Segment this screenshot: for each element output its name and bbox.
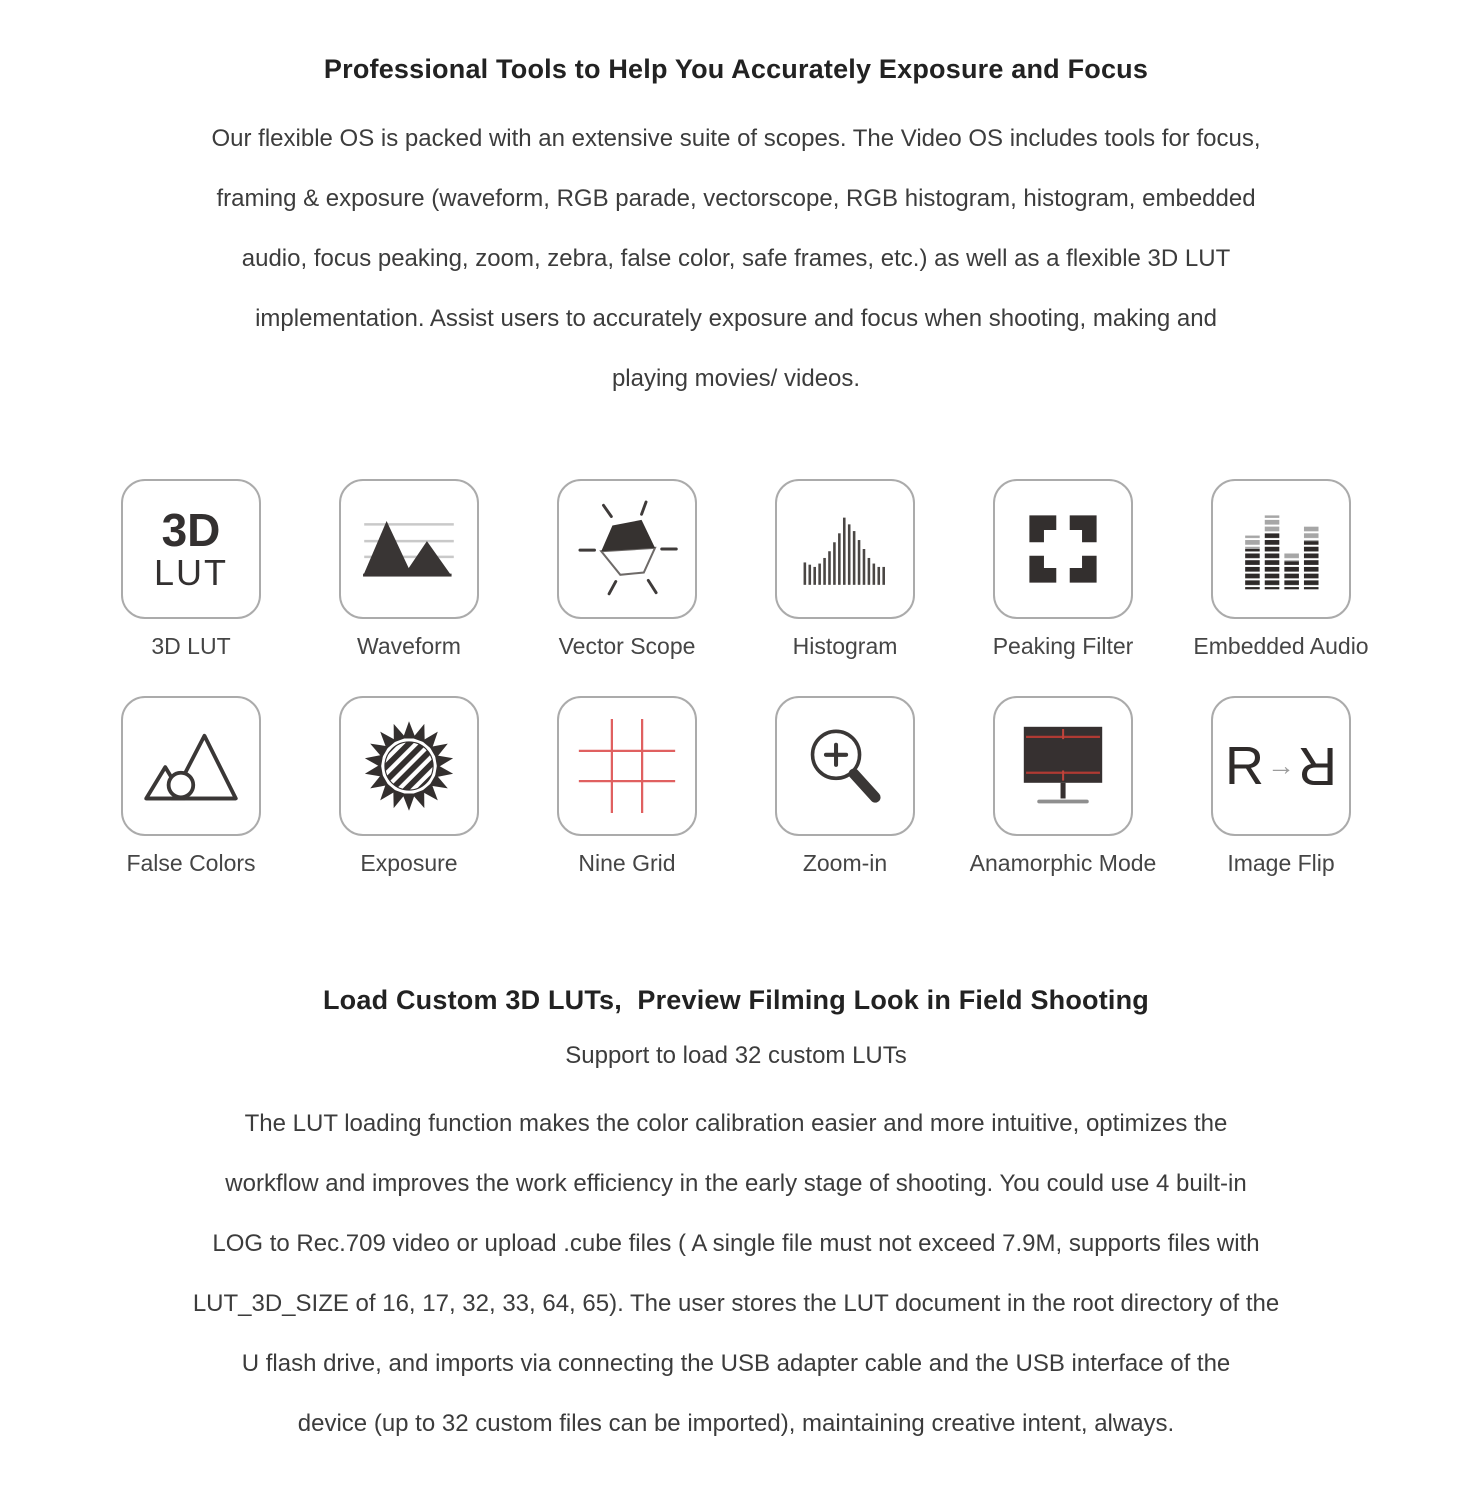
feature-label: Nine Grid [578,850,676,876]
paragraph-line: playing movies/ videos. [611,365,861,392]
paragraph-line: framing & exposure (waveform, RGB parade, vectorscope, RGB histogram, histogram, embedded [216,185,1256,212]
paragraph-line: device (up to 32 custom files can be imported), maintaining creative intent, always. [297,1410,1175,1437]
nine-grid-icon [557,696,697,836]
flip-letter-flipped: R [1298,736,1337,796]
paragraph-line: workflow and improves the work efficiency in the early stage of shooting. You could use 4 built-in [225,1170,1247,1197]
embedded-audio-icon [1211,479,1351,619]
image-flip-icon [1211,696,1351,836]
paragraph-line: The LUT loading function makes the color calibration easier and more intuitive, optimizes the [244,1110,1228,1137]
feature-item-anamorphic-mode [969,696,1157,877]
feature-item-false-colors [121,696,261,877]
flip-arrow: → [1267,750,1295,781]
zoom-in-icon [775,696,915,836]
feature-label: False Colors [126,850,256,876]
feature-label: Embedded Audio [1193,633,1369,659]
3d-lut-icon [121,479,261,619]
feature-item-nine-grid [557,696,697,877]
lut-paragraph [0,1094,1472,1454]
lut-section [0,985,1472,1454]
vector-scope-icon [557,479,697,619]
anamorphic-mode-icon [993,696,1133,836]
paragraph-line: LOG to Rec.709 video or upload .cube files ( A single file must not exceed 7.9M, supports files with [212,1230,1260,1257]
paragraph-line: LUT_3D_SIZE of 16, 17, 32, 33, 64, 65). The user stores the LUT document in the root directory of the [192,1290,1280,1317]
feature-icon-row-1 [0,479,1472,660]
paragraph-line: audio, focus peaking, zoom, zebra, false color, safe frames, etc.) as well as a flexible 3D LUT [241,245,1231,272]
waveform-icon [339,479,479,619]
feature-label: 3D LUT [151,633,231,659]
paragraph-line: Our flexible OS is packed with an extensive suite of scopes. The Video OS includes tools for focus, [211,125,1261,152]
feature-item-waveform [339,479,479,660]
peaking-filter-icon [993,479,1133,619]
feature-icon-grid [0,479,1472,877]
flip-letter-normal: R [1225,736,1264,796]
feature-item-histogram [775,479,915,660]
exposure-icon [339,696,479,836]
paragraph-line: implementation. Assist users to accurately exposure and focus when shooting, making and [255,305,1217,332]
feature-label: Histogram [792,633,898,659]
intro-paragraph [0,109,1472,409]
feature-item-vector-scope [557,479,697,660]
feature-item-exposure [339,696,479,877]
feature-label: Vector Scope [558,633,696,659]
paragraph-line: U flash drive, and imports via connecting the USB adapter cable and the USB interface of the [241,1350,1231,1377]
section-title-luts: Load Custom 3D LUTs, Preview Filming Look in Field Shooting [322,985,1150,1015]
feature-item-3d-lut [121,479,261,660]
feature-label: Anamorphic Mode [969,850,1157,876]
feature-item-image-flip [1211,696,1351,877]
feature-label: Image Flip [1227,850,1335,876]
feature-label: Peaking Filter [992,633,1134,659]
histogram-icon [775,479,915,619]
section-title-scopes: Professional Tools to Help You Accurately Exposure and Focus [323,54,1149,84]
feature-label: Zoom-in [802,850,888,876]
lut-top-text: 3D [161,504,221,556]
feature-item-embedded-audio [1193,479,1369,660]
feature-icon-row-2 [0,696,1472,877]
feature-label: Waveform [357,633,461,659]
false-colors-icon [121,696,261,836]
lut-bottom-text: LUT [153,552,228,593]
lut-subtitle: Support to load 32 custom LUTs [565,1042,907,1069]
feature-item-zoom-in [775,696,915,877]
feature-label: Exposure [360,850,458,876]
feature-item-peaking-filter [993,479,1133,660]
